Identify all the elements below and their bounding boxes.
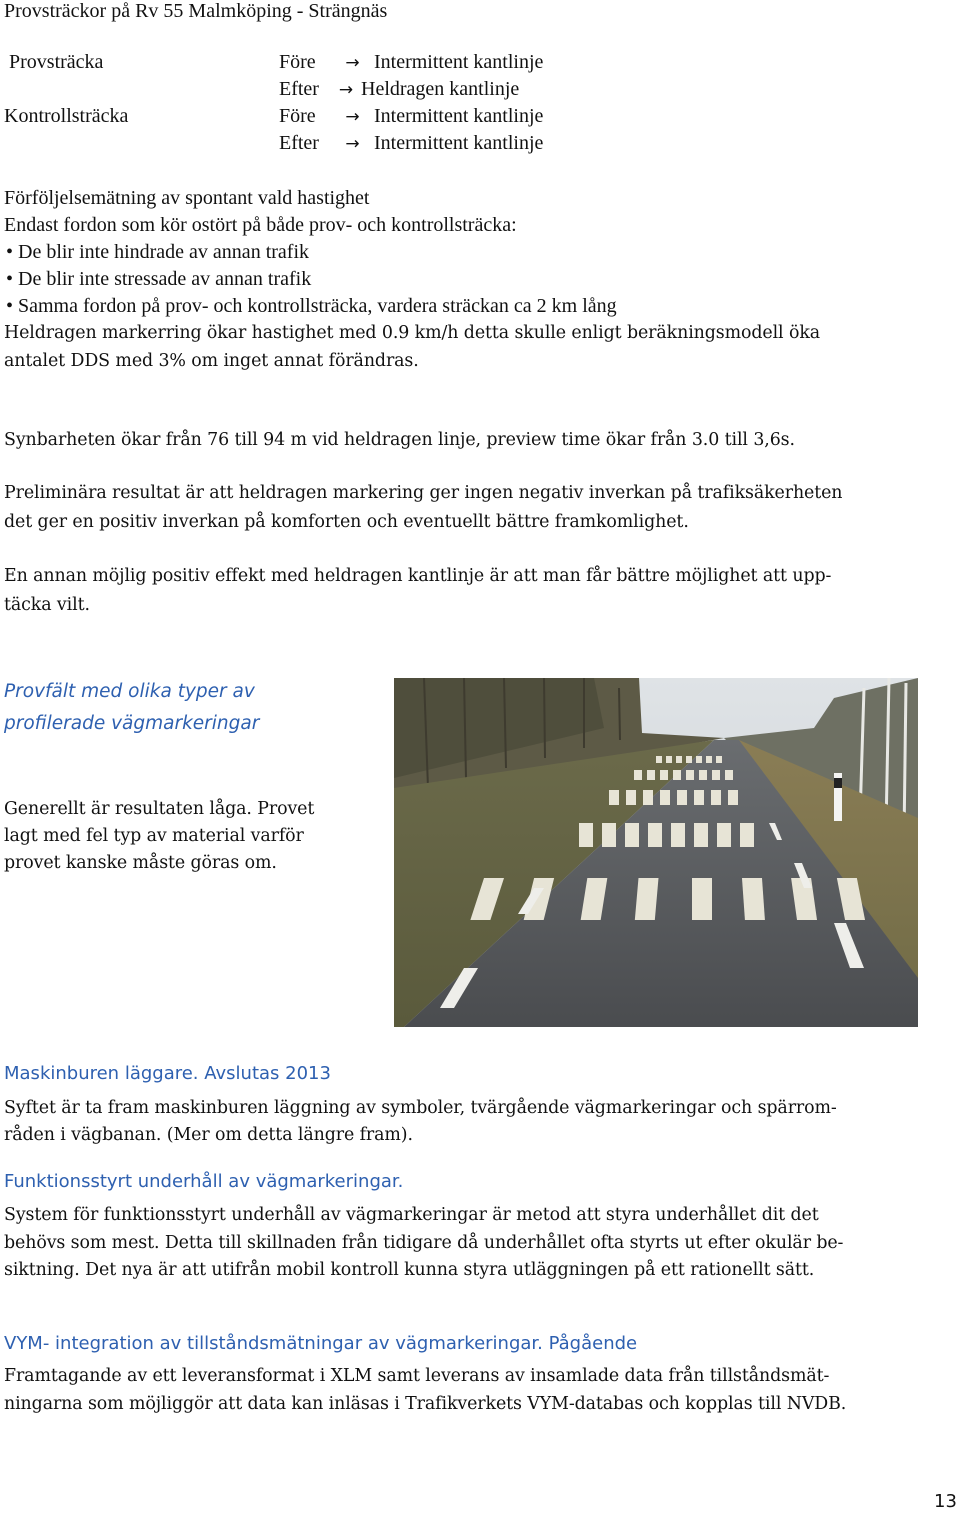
paragraph-line: Framtagande av ett leveransformat i XLM samt leverans av insamlade data från tillståndsmät- — [4, 1366, 830, 1386]
row-when: Efter — [279, 132, 319, 154]
paragraph-line: System för funktionsstyrt underhåll av vägmarkeringar är metod att styra underhållet dit det — [4, 1205, 819, 1225]
paragraph-line: antalet DDS med 3% om inget annat förändras. — [4, 351, 419, 371]
row-when: Efter — [279, 78, 319, 100]
section-heading-maskinburen — [4, 1060, 331, 1088]
row-when: Före — [279, 51, 316, 73]
label-kontrollstracka: Kontrollsträcka — [4, 105, 129, 127]
label-provstracka: Provsträcka — [9, 51, 104, 73]
section-heading-provfalt: profilerade vägmarkeringar — [4, 713, 260, 734]
paragraph-line: ningarna som möjliggör att data kan inläsas i Trafikverkets VYM-databas och kopplas till NVDB. — [4, 1394, 847, 1414]
table-row — [279, 76, 519, 104]
table-row — [279, 49, 543, 77]
arrow-right-icon: → — [345, 107, 360, 127]
arrow-right-icon: → — [345, 53, 360, 73]
paragraph-line: täcka vilt. — [4, 595, 90, 615]
heading-part: Avslutas 2013 — [198, 1063, 331, 1084]
page-number: 13 — [934, 1491, 957, 1512]
method-bullet: • De blir inte hindrade av annan trafik — [6, 241, 309, 263]
method-bullet: • Samma fordon på prov- och kontrollsträcka, vardera sträckan ca 2 km lång — [6, 295, 617, 317]
heading-part: Maskinburen läggare. — [4, 1063, 199, 1084]
section-heading-provfalt: Provfält med olika typer av — [4, 681, 255, 702]
paragraph-line: Synbarheten ökar från 76 till 94 m vid heldragen linje, preview time ökar från 3.0 till 3,6s. — [4, 430, 795, 450]
road-photo-illustration — [394, 678, 918, 1027]
row-text: Intermittent kantlinje — [374, 51, 544, 73]
paragraph-line: siktning. Det nya är att utifrån mobil kontroll kunna styra utläggningen på ett rationellt sätt. — [4, 1260, 815, 1280]
method-line-2: Endast fordon som kör ostört på både prov- och kontrollsträcka: — [4, 214, 517, 236]
row-when: Före — [279, 105, 316, 127]
table-row — [279, 103, 543, 131]
section-heading-funktionsstyrt: Funktionsstyrt underhåll av vägmarkeringar. — [4, 1171, 404, 1192]
method-line-1: Förföljelsemätning av spontant vald hastighet — [4, 187, 370, 209]
paragraph-line: behövs som mest. Detta till skillnaden från tidigare då underhållet ofta styrts ut efter okulär be- — [4, 1233, 844, 1253]
paragraph-line: Syftet är ta fram maskinburen läggning av symboler, tvärgående vägmarkeringar och spärrom- — [4, 1098, 837, 1118]
paragraph-line: Heldragen markerring ökar hastighet med 0.9 km/h detta skulle enligt beräkningsmodell öka — [4, 323, 821, 343]
paragraph-line: Generellt är resultaten låga. Provet — [4, 799, 315, 819]
section-heading-vym: VYM- integration av tillståndsmätningar av vägmarkeringar. Pågående — [4, 1333, 638, 1354]
row-text: Intermittent kantlinje — [374, 132, 544, 154]
arrow-right-icon: → — [338, 80, 354, 100]
method-bullet: • De blir inte stressade av annan trafik — [6, 268, 312, 290]
paragraph-line: lagt med fel typ av material varför — [4, 826, 304, 846]
row-text: Heldragen kantlinje — [361, 78, 520, 100]
paragraph-line: råden i vägbanan. (Mer om detta längre fram). — [4, 1125, 413, 1145]
page-title: Provsträckor på Rv 55 Malmköping - Strängnäs — [4, 0, 388, 22]
road-marking-photo — [394, 678, 918, 1027]
row-text: Intermittent kantlinje — [374, 105, 544, 127]
paragraph-line: Preliminära resultat är att heldragen markering ger ingen negativ inverkan på trafiksäkerheten — [4, 483, 843, 503]
paragraph-line: det ger en positiv inverkan på komforten och eventuellt bättre framkomlighet. — [4, 512, 689, 532]
arrow-right-icon: → — [345, 134, 360, 154]
table-row — [279, 130, 543, 158]
paragraph-line: provet kanske måste göras om. — [4, 853, 277, 873]
paragraph-line: En annan möjlig positiv effekt med heldragen kantlinje är att man får bättre möjlighet att upp- — [4, 566, 832, 586]
